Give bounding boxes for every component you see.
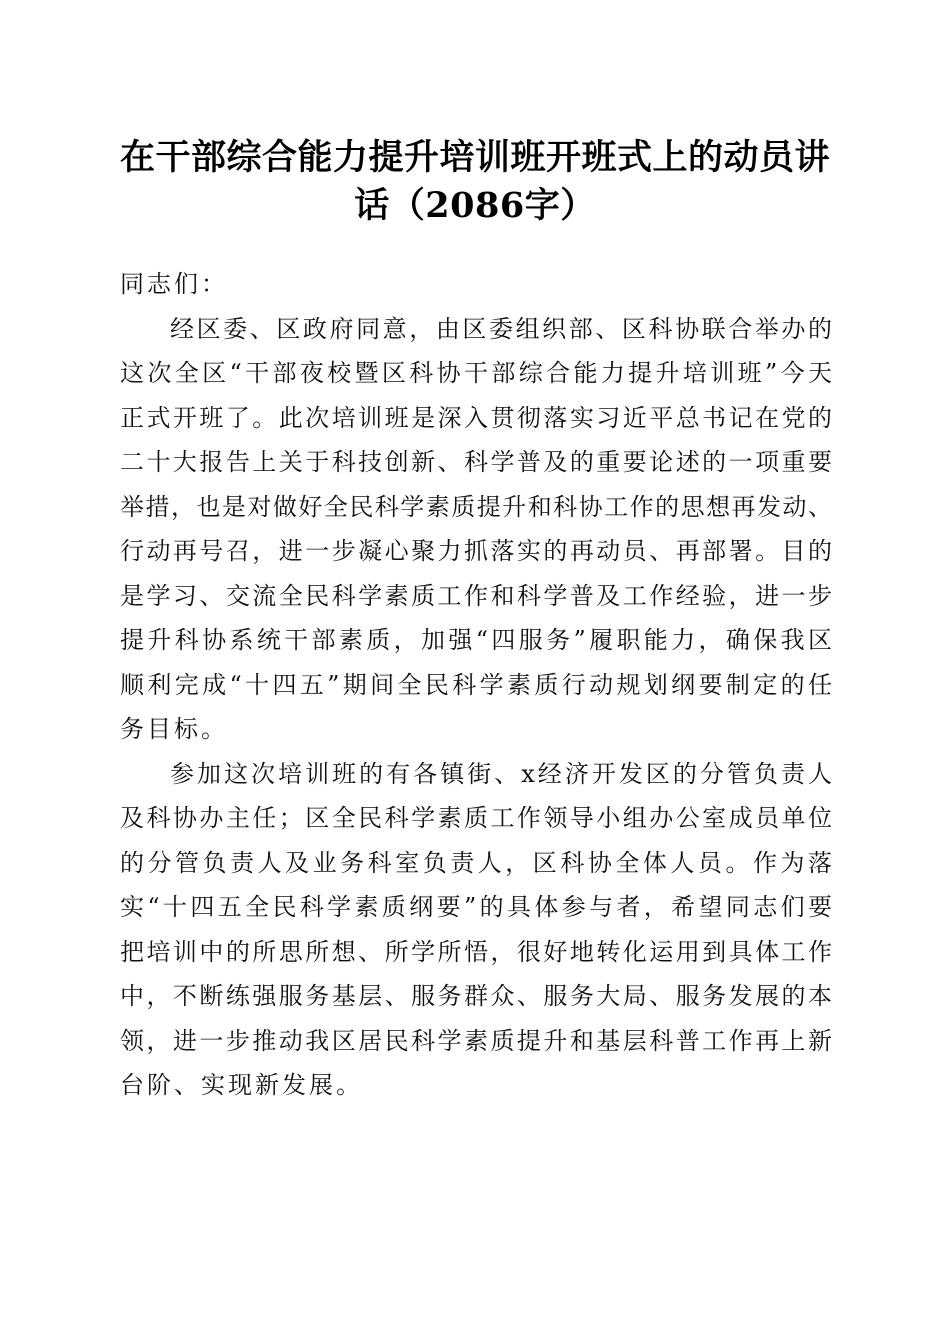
- document-title: [110, 134, 840, 230]
- paragraph-line: 是学习、交流全民科学素质工作和科学普及工作经验，进一步: [120, 581, 832, 610]
- paragraph-line: 的分管负责人及业务科室负责人，区科协全体人员。作为落: [120, 848, 832, 877]
- paragraph-line: 领，进一步推动我区居民科学素质提升和基层科普工作再上新: [120, 1026, 832, 1055]
- paragraph-line: 及科协办主任；区全民科学素质工作领导小组办公室成员单位: [120, 804, 832, 832]
- paragraph-line: 行动再号召，进一步凝心聚力抓落实的再动员、再部署。目的: [120, 537, 832, 565]
- paragraph-line: 这次全区“干部夜校暨区科协干部综合能力提升培训班”今天: [120, 359, 832, 387]
- document-body: [120, 262, 832, 1108]
- paragraph-line: 把培训中的所思所想、所学所悟，很好地转化运用到具体工作: [120, 937, 832, 966]
- paragraph-line: 实“十四五全民科学素质纲要”的具体参与者，希望同志们要: [120, 893, 832, 921]
- paragraph-line: 经区委、区政府同意，由区委组织部、区科协联合举办的: [170, 314, 832, 343]
- paragraph-line: 务目标。: [120, 715, 228, 743]
- salutation: 同志们：: [120, 270, 228, 298]
- paragraph-line: 参加这次培训班的有各镇街、x经济开发区的分管负责人: [170, 759, 832, 788]
- paragraph-line: 台阶、实现新发展。: [120, 1071, 363, 1099]
- title-line: 话（2086字）: [354, 185, 596, 226]
- paragraph-line: 中，不断练强服务基层、服务群众、服务大局、服务发展的本: [120, 982, 832, 1010]
- paragraph-2: [120, 752, 832, 1108]
- paragraph-line: 举措，也是对做好全民科学素质提升和科协工作的思想再发动、: [120, 492, 832, 521]
- paragraph-line: 顺利完成“十四五”期间全民科学素质行动规划纲要制定的任: [120, 670, 832, 699]
- paragraph-line: 正式开班了。此次培训班是深入贯彻落实习近平总书记在党的: [120, 403, 832, 432]
- paragraph-line: 提升科协系统干部素质，加强“四服务”履职能力，确保我区: [120, 626, 832, 654]
- paragraph-line: 二十大报告上关于科技创新、科学普及的重要论述的一项重要: [120, 448, 832, 476]
- title-line: 在干部综合能力提升培训班开班式上的动员讲: [119, 137, 830, 178]
- paragraph-1: [120, 307, 832, 752]
